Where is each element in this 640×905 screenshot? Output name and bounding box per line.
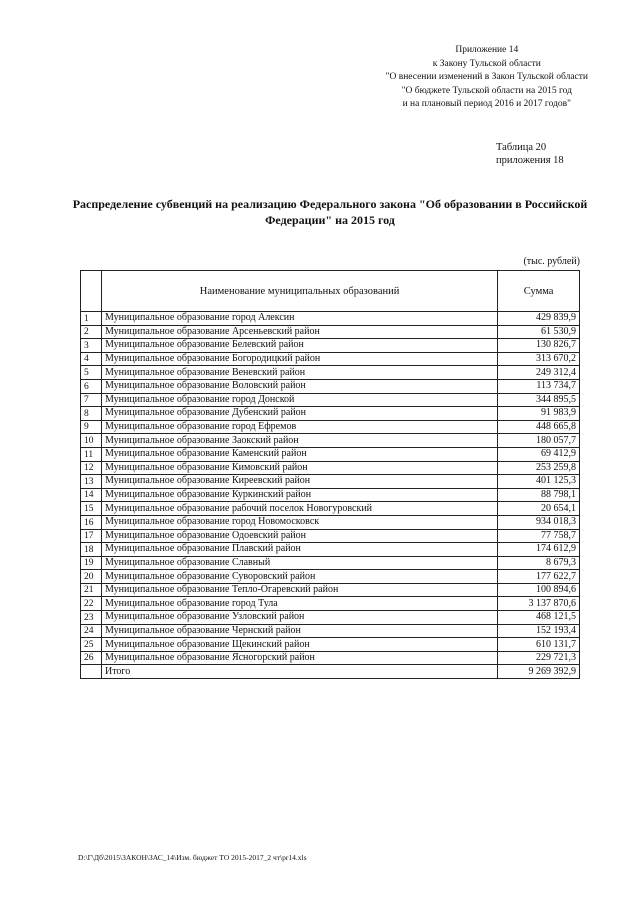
row-sum: 77 758,7 [498,529,580,543]
table-row [81,488,580,502]
row-sum: 113 734,7 [498,379,580,393]
row-number: 4 [81,352,102,366]
table-row [81,420,580,434]
table-row [81,543,580,557]
appendix-line: Приложение 14 [455,45,519,55]
row-number: 21 [81,583,102,597]
table-row [81,475,580,489]
row-number: 19 [81,556,102,570]
table-row [81,529,580,543]
row-name: Муниципальное образование город Тула [101,597,497,611]
row-sum: 253 259,8 [498,461,580,475]
row-sum: 177 622,7 [498,570,580,584]
row-number: 13 [81,475,102,489]
table-row [81,515,580,529]
row-name: Муниципальное образование Одоевский район [101,529,497,543]
row-sum: 91 983,9 [498,407,580,421]
row-name: Муниципальное образование Заокский район [101,434,497,448]
total-number [81,665,102,679]
total-label: Итого [101,665,497,679]
table-row [81,583,580,597]
row-name: Муниципальное образование Богородицкий район [101,352,497,366]
table-row [81,434,580,448]
row-number: 22 [81,597,102,611]
table-row [81,651,580,665]
row-name: Муниципальное образование Киреевский район [101,475,497,489]
row-number: 24 [81,624,102,638]
row-number: 26 [81,651,102,665]
appendix-line: к Закону Тульской области [432,58,541,69]
table-row [81,325,580,339]
row-sum: 468 121,5 [498,611,580,625]
table-row [81,407,580,421]
row-name: Муниципальное образование город Донской [101,393,497,407]
row-sum: 3 137 870,6 [498,597,580,611]
row-name: Муниципальное образование Кимовский район [101,461,497,475]
row-number: 16 [81,515,102,529]
row-name: Муниципальное образование город Новомосковск [101,515,497,529]
header-number [81,271,102,312]
row-number: 23 [81,611,102,625]
row-name: Муниципальное образование город Алексин [101,312,497,326]
row-sum: 69 412,9 [498,447,580,461]
row-name: Муниципальное образование Ясногорский район [101,651,497,665]
row-name: Муниципальное образование Славный [101,556,497,570]
row-name: Муниципальное образование рабочий поселок Новогуровский [101,502,497,516]
table-row [81,502,580,516]
row-sum: 88 798,1 [498,488,580,502]
appendix-line: и на плановый период 2016 и 2017 годов" [402,99,572,109]
file-path-footer: D:\Г\Дб\2015\ЗАКОН\ЗАС_14\Изм. бюджет ТО 2015-2017_2 чт\pr14.xls [78,853,307,862]
table-row [81,624,580,638]
row-number: 14 [81,488,102,502]
row-name: Муниципальное образование Узловский район [101,611,497,625]
table-row [81,638,580,652]
row-sum: 130 826,7 [498,339,580,353]
header-sum: Сумма [498,271,580,312]
appendix-line: "О внесении изменений в Закон Тульской области [385,72,588,82]
table-row [81,597,580,611]
table-row [81,556,580,570]
row-number: 18 [81,543,102,557]
row-number: 5 [81,366,102,380]
row-name: Муниципальное образование Суворовский район [101,570,497,584]
row-sum: 249 312,4 [498,366,580,380]
total-sum: 9 269 392,9 [498,665,580,679]
table-number: Таблица 20 [496,142,547,153]
row-sum: 61 530,9 [498,325,580,339]
row-name: Муниципальное образование Чернский район [101,624,497,638]
table-row [81,461,580,475]
table-body [81,312,580,665]
table-row [81,339,580,353]
row-number: 11 [81,447,102,461]
row-number: 17 [81,529,102,543]
row-name: Муниципальное образование Арсеньевский район [101,325,497,339]
row-name: Муниципальное образование город Ефремов [101,420,497,434]
row-name: Муниципальное образование Тепло-Огаревский район [101,583,497,597]
row-sum: 344 895,5 [498,393,580,407]
row-number: 25 [81,638,102,652]
row-sum: 180 057,7 [498,434,580,448]
document-title: Распределение субвенций на реализацию Федерального закона "Об образовании в Российской Федерации" на 2015 год [72,197,588,227]
table-row [81,393,580,407]
row-name: Муниципальное образование Плавский район [101,543,497,557]
table-row [81,447,580,461]
row-sum: 174 612,9 [498,543,580,557]
total-row [81,665,580,679]
row-number: 20 [81,570,102,584]
row-name: Муниципальное образование Куркинский район [101,488,497,502]
table-row [81,366,580,380]
table-row [81,570,580,584]
row-number: 8 [81,407,102,421]
row-sum: 313 670,2 [498,352,580,366]
row-name: Муниципальное образование Каменский район [101,447,497,461]
row-name: Муниципальное образование Дубенский район [101,407,497,421]
subsidy-table [80,270,580,679]
units-label: (тыс. рублей) [523,256,580,267]
row-name: Муниципальное образование Веневский район [101,366,497,380]
row-sum: 20 654,1 [498,502,580,516]
row-number: 6 [81,379,102,393]
row-sum: 401 125,3 [498,475,580,489]
appendix-header [386,44,588,112]
table-header-row [81,271,580,312]
row-number: 12 [81,461,102,475]
row-number: 2 [81,325,102,339]
table-row [81,352,580,366]
row-sum: 934 018,3 [498,515,580,529]
row-sum: 8 679,3 [498,556,580,570]
row-sum: 448 665,8 [498,420,580,434]
row-number: 7 [81,393,102,407]
row-name: Муниципальное образование Воловский район [101,379,497,393]
appendix-line: "О бюджете Тульской области на 2015 год [401,85,572,96]
row-number: 1 [81,312,102,326]
table-reference [496,141,564,167]
row-sum: 610 131,7 [498,638,580,652]
row-sum: 100 894,6 [498,583,580,597]
row-name: Муниципальное образование Щекинский район [101,638,497,652]
row-number: 10 [81,434,102,448]
row-number: 3 [81,339,102,353]
row-sum: 229 721,3 [498,651,580,665]
table-row [81,379,580,393]
row-sum: 152 193,4 [498,624,580,638]
table-row [81,611,580,625]
row-sum: 429 839,9 [498,312,580,326]
header-name: Наименование муниципальных образований [101,271,497,312]
row-name: Муниципальное образование Белевский район [101,339,497,353]
table-appendix: приложения 18 [496,155,564,166]
table-row [81,312,580,326]
row-number: 15 [81,502,102,516]
row-number: 9 [81,420,102,434]
